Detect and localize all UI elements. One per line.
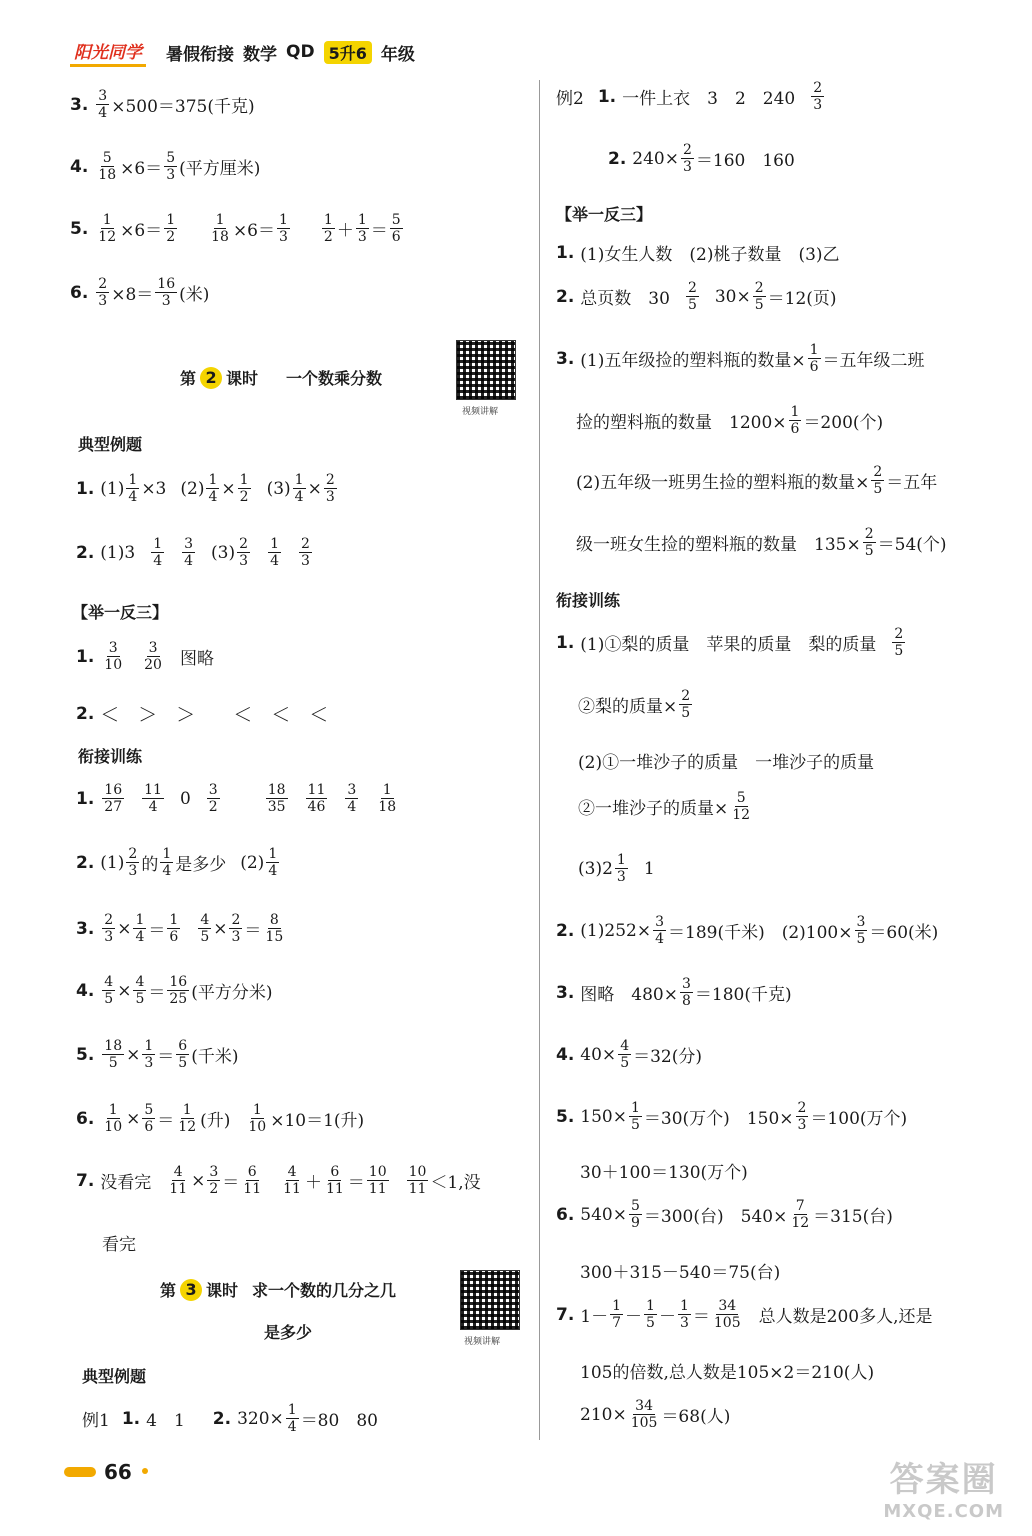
brand-logo: 阳光同学 [70, 38, 146, 67]
fraction: 1 4 [268, 846, 278, 879]
fraction: $\frac{7}{12}$ [791, 1198, 810, 1231]
answer-item-3: 3. $\frac{3}{4}$ ×500＝375(千克) [70, 88, 255, 121]
fraction: $\frac{3}{8}$ [682, 976, 691, 1009]
fraction: $\frac{1}{18}$ [211, 212, 229, 245]
xianjie-item-7-cont: 看完 [102, 1235, 136, 1255]
xianjie-item-3: 3. $\frac{2}{3}$ × $\frac{1}{4}$ ＝ 1 6 $\frac{4}{5}$ × $\frac{2}{3}$ ＝ 8 15 [76, 912, 284, 945]
section-title-xianjie-right: 衔接训练 [556, 591, 621, 610]
right-juyi-item-3b: 捡的塑料瓶的数量 1200× $\frac{1}{6}$ ＝200(个) [576, 404, 884, 437]
fraction: $\frac{2}{5}$ [864, 526, 874, 559]
fraction: $\frac{1}{4}$ [208, 472, 218, 505]
fraction: 6 5 [178, 1038, 188, 1071]
xianjie-item-6: 6. $\frac{1}{10}$ × $\frac{5}{6}$ ＝ 1 12 (升) $\frac{1}{10}$ ×10＝1(升) [76, 1102, 365, 1135]
fraction: 3 4 [184, 536, 194, 569]
right-xianjie-item-4: 4. 40× $\frac{4}{5}$ ＝32(分) [556, 1038, 703, 1071]
subject: 数学 [243, 44, 277, 65]
fraction: $\frac{2}{3}$ [325, 472, 335, 505]
typical-item-1: 1. (1) $\frac{1}{4}$ ×3 (2) $\frac{1}{4}$ × $\frac{1}{2}$ (3) $\frac{1}{4}$ × $\frac{2}{3}$ [76, 472, 335, 505]
fraction: $\frac{2}{5}$ [754, 280, 764, 313]
grade-suffix: 年级 [380, 44, 415, 65]
fraction: 1 3 [279, 212, 288, 245]
fraction: 1 4 [153, 536, 163, 569]
fraction: 1 4 [270, 536, 279, 569]
fraction: 4 11 [283, 1164, 301, 1197]
fraction: 5 6 [391, 212, 401, 245]
fraction: 1 3 [679, 1298, 689, 1331]
fraction: $\frac{2}{5}$ [681, 688, 691, 721]
fraction: $\frac{4}{11}$ [169, 1164, 188, 1197]
fraction: 2 3 [813, 80, 823, 113]
fraction: $\frac{4}{5}$ [135, 974, 145, 1007]
fraction: $\frac{34}{105}$ [630, 1398, 658, 1431]
qr-label: 视频讲解 [462, 407, 499, 417]
right-xianjie-item-1a: 1. (1)①梨的质量 苹果的质量 梨的质量 2 5 [556, 626, 904, 659]
right-xianjie-item-3: 3. 图略 480× $\frac{3}{8}$ ＝180(千克) [556, 976, 792, 1009]
lesson-3-heading-cont: 是多少 [264, 1323, 313, 1342]
right-juyi-item-1: 1. (1)女生人数 (2)桃子数量 (3)乙 [556, 242, 840, 265]
right-xianjie-item-7b: 105的倍数,总人数是105×2＝210(人) [580, 1363, 875, 1383]
fraction: 1 12 [178, 1102, 197, 1135]
fraction: 1 2 [166, 212, 176, 245]
fraction: 2 3 [239, 536, 249, 569]
page-number: 66 [104, 1460, 132, 1484]
xianjie-item-1: 1. 16 27 11 4 0 3 2 18 35 11 46 3 4 1 18 [76, 782, 397, 815]
section-title-juyi: 【举一反三】 [72, 603, 169, 622]
fraction: $\frac{2}{3}$ [683, 142, 692, 175]
lesson-number-badge: 3 [180, 1279, 202, 1301]
fraction: 1 4 [162, 846, 172, 879]
fraction: $\frac{1}{5}$ [631, 1100, 640, 1133]
page-number-bar [64, 1467, 96, 1477]
section-title-xianjie: 衔接训练 [78, 747, 143, 766]
fraction: $\frac{2}{3}$ [104, 912, 114, 945]
juyi-item-2: 2. ＜ ＞ ＞ ＜ ＜ ＜ [76, 703, 329, 726]
fraction: $\frac{1}{10}$ [248, 1102, 267, 1135]
fraction: 16 27 [104, 782, 123, 815]
fraction: 1 2 [323, 212, 333, 245]
lesson-title: 一个数乘分数 [286, 369, 383, 388]
right-xianjie-item-1d: ②一堆沙子的质量× $\frac{5}{12}$ [578, 790, 751, 823]
fraction: 1 3 [357, 212, 367, 245]
fraction: 6 11 [325, 1164, 344, 1197]
fraction: 11 46 [307, 782, 326, 815]
fraction: $\frac{1}{4}$ [287, 1402, 297, 1435]
xianjie-item-5: 5. $\frac{18}{5}$ × $\frac{1}{3}$ ＝ 6 5 (千米) [76, 1038, 239, 1071]
answer-item-6: 6. $\frac{2}{3}$ ×8＝ 16 3 (米) [70, 276, 210, 309]
juyi-item-1: 1. 3 10 3 20 图略 [76, 640, 214, 673]
fraction: $\frac{1}{6}$ [790, 404, 800, 437]
xianjie-item-4: 4. $\frac{4}{5}$ × $\frac{4}{5}$ ＝ 16 25 (平方分米) [76, 974, 273, 1007]
right-xianjie-item-5a: 5. 150× $\frac{1}{5}$ ＝30(万个) 150× $\frac{2}{3}$ ＝100(万个) [556, 1100, 908, 1133]
section-title-juyi-right: 【举一反三】 [556, 205, 653, 224]
fraction: $\frac{5}{12}$ [732, 790, 751, 823]
fraction: 1 3 [616, 852, 626, 885]
fraction: 16 3 [157, 276, 176, 309]
grade-badge: 5升6 [324, 41, 372, 64]
fraction: 11 4 [144, 782, 162, 815]
qr-label: 视频讲解 [464, 1337, 501, 1347]
edition: QD [286, 42, 315, 62]
fraction: 16 25 [169, 974, 188, 1007]
page-header [70, 34, 424, 70]
fraction: 34 105 [713, 1298, 741, 1331]
section-title-typical: 典型例题 [78, 435, 143, 454]
right-xianjie-item-2: 2. (1)252× $\frac{3}{4}$ ＝189(千米) (2)100× $\frac{3}{5}$ ＝60(米) [556, 914, 939, 947]
xianjie-item-2: 2. (1) 2 3 的 1 4 是多少 (2) 1 4 [76, 846, 278, 879]
right-juyi-item-2: 2. 总页数 30 2 5 30× $\frac{2}{5}$ ＝12(页) [556, 280, 837, 313]
right-xianjie-item-7a: 7. 1－ 1 7 － 1 5 － 1 3 ＝ 34 105 总人数是200多人,还是 [556, 1298, 933, 1331]
example-2-item-2: 2. 240× $\frac{2}{3}$ ＝160 160 [608, 142, 795, 175]
fraction: 6 11 [243, 1164, 262, 1197]
lesson-title: 求一个数的几分之几 [252, 1281, 397, 1300]
right-xianjie-item-6b: 300＋315－540＝75(台) [580, 1263, 781, 1283]
right-juyi-item-3a: 3. (1)五年级捡的塑料瓶的数量× $\frac{1}{6}$ ＝五年级二班 [556, 342, 925, 375]
right-xianjie-item-1e: (3)2 1 3 1 [578, 852, 655, 885]
fraction: 1 18 [378, 782, 397, 815]
fraction: $\frac{1}{6}$ [809, 342, 819, 375]
fraction: $\frac{3}{5}$ [856, 914, 866, 947]
answer-item-4: 4. $\frac{5}{18}$ ×6＝ 5 3 (平方厘米) [70, 150, 261, 183]
fraction: $\frac{3}{2}$ [209, 1164, 219, 1197]
right-xianjie-item-1c: (2)①一堆沙子的质量 一堆沙子的质量 [578, 753, 875, 773]
lesson-2-heading: 第 2 课时 一个数乘分数 [180, 367, 383, 388]
fraction: 2 5 [894, 626, 904, 659]
lesson-number-badge: 2 [200, 367, 222, 389]
example-1: 例1 1. 4 1 2. 320× $\frac{1}{4}$ ＝80 80 [82, 1402, 378, 1435]
book-title: 暑假衔接 [166, 44, 234, 65]
fraction: $\frac{1}{2}$ [239, 472, 249, 505]
fraction: 8 15 [265, 912, 284, 945]
section-title-typical-2: 典型例题 [82, 1367, 147, 1386]
fraction: $\frac{1}{4}$ [135, 912, 145, 945]
fraction: $\frac{1}{4}$ [294, 472, 304, 505]
right-juyi-item-3d: 级一班女生捡的塑料瓶的数量 135× $\frac{2}{5}$ ＝54(个) [576, 526, 947, 559]
fraction: $\frac{4}{5}$ [104, 974, 114, 1007]
fraction: 2 3 [128, 846, 138, 879]
right-xianjie-item-5b: 30＋100＝130(万个) [580, 1163, 748, 1183]
fraction: 10 11 [408, 1164, 427, 1197]
fraction: 10 11 [368, 1164, 387, 1197]
fraction: $\frac{2}{3}$ [98, 276, 108, 309]
fraction: 3 20 [144, 640, 162, 673]
watermark [883, 1452, 1004, 1522]
qr-code-icon[interactable] [456, 340, 516, 400]
fraction: $\frac{1}{3}$ [144, 1038, 154, 1071]
fraction: 3 2 [208, 782, 218, 815]
page-dot [142, 1468, 148, 1474]
fraction: 1 5 [646, 1298, 655, 1331]
fraction: $\frac{1}{4}$ [128, 472, 138, 505]
fraction: 18 35 [267, 782, 286, 815]
fraction: $\frac{18}{5}$ [104, 1038, 123, 1071]
right-xianjie-item-1b: ②梨的质量× $\frac{2}{5}$ [578, 688, 691, 721]
fraction: $\frac{5}{18}$ [98, 150, 117, 183]
fraction: $\frac{4}{5}$ [620, 1038, 630, 1071]
watermark-text: 答案圈 [889, 1460, 998, 1500]
fraction: $\frac{5}{9}$ [631, 1198, 640, 1231]
fraction: $\frac{3}{4}$ [655, 914, 664, 947]
fraction: 3 10 [104, 640, 123, 673]
example-2-item-1: 例2 1. 一件上衣 3 2 240 2 3 [556, 80, 823, 113]
column-divider [539, 80, 540, 1440]
watermark-url: MXQE.COM [883, 1501, 1004, 1522]
fraction: 2 3 [300, 536, 310, 569]
fraction: $\frac{4}{5}$ [200, 912, 210, 945]
fraction: 3 4 [347, 782, 357, 815]
fraction: $\frac{1}{12}$ [98, 212, 117, 245]
fraction: 2 5 [687, 280, 697, 313]
fraction: $\frac{3}{4}$ [98, 88, 108, 121]
qr-code-icon[interactable] [460, 1270, 520, 1330]
answer-item-5: 5. $\frac{1}{12}$ ×6＝ 1 2 $\frac{1}{18}$ ×6＝ 1 3 1 2 ＋ 1 3 ＝ 5 6 [70, 212, 401, 245]
typical-item-2: 2. (1)3 1 4 3 4 (3) 2 3 1 4 2 3 [76, 536, 310, 569]
fraction: 5 3 [166, 150, 176, 183]
fraction: $\frac{2}{3}$ [231, 912, 241, 945]
xianjie-item-7: 7. 没看完 $\frac{4}{11}$ × $\frac{3}{2}$ ＝ 6 11 4 11 ＋ 6 11 ＝ 10 11 10 11 ＜1,没 [76, 1164, 481, 1197]
fraction: $\frac{2}{3}$ [797, 1100, 807, 1133]
fraction: 1 6 [169, 912, 179, 945]
right-xianjie-item-6a: 6. 540× $\frac{5}{9}$ ＝300(台) 540× $\frac{7}{12}$ ＝315(台) [556, 1198, 893, 1231]
right-xianjie-item-7c: 210× $\frac{34}{105}$ ＝68(人) [580, 1398, 731, 1431]
fraction: $\frac{2}{5}$ [873, 464, 883, 497]
fraction: $\frac{5}{6}$ [144, 1102, 154, 1135]
fraction: 1 7 [612, 1298, 622, 1331]
lesson-3-heading: 第 3 课时 求一个数的几分之几 [160, 1279, 397, 1300]
right-juyi-item-3c: (2)五年级一班男生捡的塑料瓶的数量× $\frac{2}{5}$ ＝五年 [576, 464, 938, 497]
fraction: $\frac{1}{10}$ [104, 1102, 123, 1135]
